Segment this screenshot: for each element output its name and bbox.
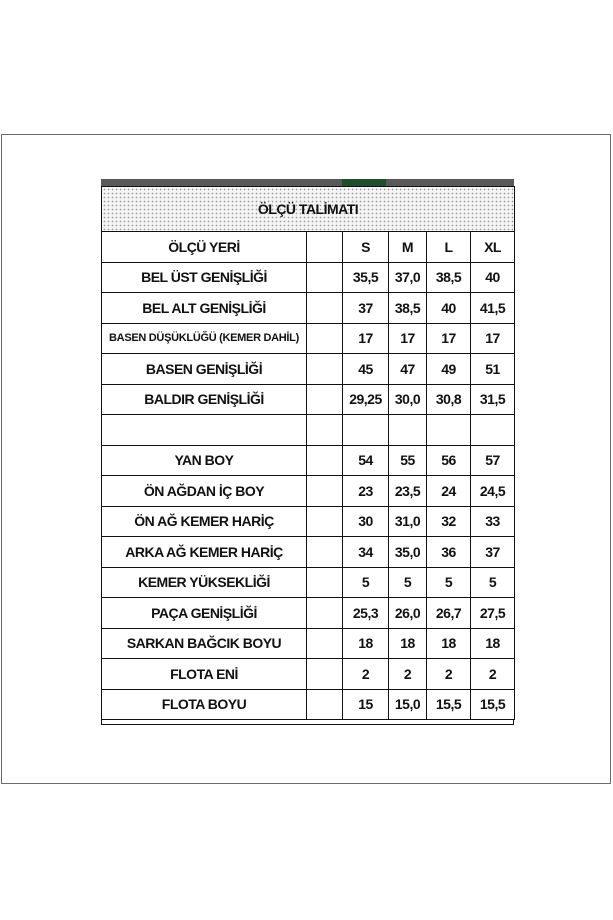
measurement-label: YAN BOY bbox=[102, 445, 307, 476]
value-cell-xl: 5 bbox=[471, 567, 515, 598]
title-row bbox=[102, 187, 515, 232]
value-cell-l: 38,5 bbox=[427, 262, 471, 293]
table-bottom-edge bbox=[101, 720, 514, 725]
value-cell-l: 49 bbox=[427, 354, 471, 385]
value-cell-xl: 24,5 bbox=[471, 476, 515, 507]
table-row bbox=[102, 567, 515, 598]
measurement-label: BALDIR GENİŞLİĞİ bbox=[102, 384, 307, 415]
spacer-cell bbox=[307, 354, 343, 385]
table-row bbox=[102, 384, 515, 415]
size-chart-table bbox=[101, 186, 515, 720]
value-cell-m: 15,0 bbox=[389, 689, 427, 720]
spacer-cell bbox=[307, 506, 343, 537]
value-cell-s: 23 bbox=[343, 476, 389, 507]
value-cell-l: 15,5 bbox=[427, 689, 471, 720]
value-cell-s: 5 bbox=[343, 567, 389, 598]
size-header-l: L bbox=[427, 232, 471, 263]
value-cell-m: 37,0 bbox=[389, 262, 427, 293]
value-cell-m: 31,0 bbox=[389, 506, 427, 537]
measurement-label: ÖN AĞ KEMER HARİÇ bbox=[102, 506, 307, 537]
value-cell-l: 26,7 bbox=[427, 598, 471, 629]
table-row bbox=[102, 689, 515, 720]
value-cell-s: 29,25 bbox=[343, 384, 389, 415]
value-cell-s: 30 bbox=[343, 506, 389, 537]
value-cell-m: 47 bbox=[389, 354, 427, 385]
table-row bbox=[102, 628, 515, 659]
value-cell-l: 40 bbox=[427, 293, 471, 324]
value-cell-l bbox=[427, 415, 471, 446]
value-cell-l: 24 bbox=[427, 476, 471, 507]
value-cell-m: 38,5 bbox=[389, 293, 427, 324]
value-cell-s: 18 bbox=[343, 628, 389, 659]
value-cell-s: 25,3 bbox=[343, 598, 389, 629]
table-row bbox=[102, 537, 515, 568]
value-cell-xl: 2 bbox=[471, 659, 515, 690]
value-cell-xl: 17 bbox=[471, 323, 515, 354]
measurement-label: KEMER YÜKSEKLİĞİ bbox=[102, 567, 307, 598]
size-chart-sheet bbox=[101, 179, 514, 725]
spacer-cell bbox=[307, 262, 343, 293]
value-cell-m: 23,5 bbox=[389, 476, 427, 507]
spacer-cell bbox=[307, 659, 343, 690]
value-cell-l: 17 bbox=[427, 323, 471, 354]
size-header-s: S bbox=[343, 232, 389, 263]
measurement-label: BASEN DÜŞÜKLÜĞÜ (KEMER DAHİL) bbox=[102, 323, 307, 354]
table-row bbox=[102, 262, 515, 293]
measurement-label: BEL ALT GENİŞLİĞİ bbox=[102, 293, 307, 324]
value-cell-s: 35,5 bbox=[343, 262, 389, 293]
spacer-cell bbox=[307, 628, 343, 659]
value-cell-l: 5 bbox=[427, 567, 471, 598]
value-cell-s: 54 bbox=[343, 445, 389, 476]
spacer-cell bbox=[307, 689, 343, 720]
measurement-label: BASEN GENİŞLİĞİ bbox=[102, 354, 307, 385]
value-cell-xl: 18 bbox=[471, 628, 515, 659]
selected-column-marker bbox=[342, 179, 386, 186]
spacer-cell bbox=[307, 537, 343, 568]
value-cell-xl: 15,5 bbox=[471, 689, 515, 720]
spacer-cell bbox=[307, 232, 343, 263]
measurement-label: PAÇA GENİŞLİĞİ bbox=[102, 598, 307, 629]
value-cell-xl bbox=[471, 415, 515, 446]
value-cell-s: 34 bbox=[343, 537, 389, 568]
value-cell-m: 30,0 bbox=[389, 384, 427, 415]
value-cell-xl: 33 bbox=[471, 506, 515, 537]
value-cell-s: 2 bbox=[343, 659, 389, 690]
value-cell-xl: 37 bbox=[471, 537, 515, 568]
value-cell-m bbox=[389, 415, 427, 446]
value-cell-m: 5 bbox=[389, 567, 427, 598]
measurement-label: ARKA AĞ KEMER HARİÇ bbox=[102, 537, 307, 568]
measurement-label bbox=[102, 415, 307, 446]
value-cell-s: 17 bbox=[343, 323, 389, 354]
value-cell-l: 32 bbox=[427, 506, 471, 537]
table-row bbox=[102, 476, 515, 507]
value-cell-xl: 57 bbox=[471, 445, 515, 476]
table-row bbox=[102, 293, 515, 324]
value-cell-l: 36 bbox=[427, 537, 471, 568]
header-label: ÖLÇÜ YERİ bbox=[102, 232, 307, 263]
value-cell-s bbox=[343, 415, 389, 446]
spreadsheet-column-header-strip bbox=[101, 179, 514, 186]
value-cell-xl: 27,5 bbox=[471, 598, 515, 629]
size-header-xl: XL bbox=[471, 232, 515, 263]
table-row bbox=[102, 445, 515, 476]
size-header-m: M bbox=[389, 232, 427, 263]
spacer-cell bbox=[307, 293, 343, 324]
table-row bbox=[102, 659, 515, 690]
value-cell-m: 18 bbox=[389, 628, 427, 659]
spacer-cell bbox=[307, 445, 343, 476]
measurement-label: BEL ÜST GENİŞLİĞİ bbox=[102, 262, 307, 293]
header-row bbox=[102, 232, 515, 263]
spacer-cell bbox=[307, 567, 343, 598]
spacer-cell bbox=[307, 323, 343, 354]
value-cell-s: 15 bbox=[343, 689, 389, 720]
measurement-label: FLOTA BOYU bbox=[102, 689, 307, 720]
measurement-label: ÖN AĞDAN İÇ BOY bbox=[102, 476, 307, 507]
measurement-label: FLOTA ENİ bbox=[102, 659, 307, 690]
value-cell-m: 2 bbox=[389, 659, 427, 690]
measurement-label: SARKAN BAĞCIK BOYU bbox=[102, 628, 307, 659]
value-cell-l: 30,8 bbox=[427, 384, 471, 415]
chart-title: ÖLÇÜ TALİMATI bbox=[102, 187, 515, 232]
table-row bbox=[102, 323, 515, 354]
value-cell-m: 35,0 bbox=[389, 537, 427, 568]
table-row bbox=[102, 415, 515, 446]
table-row bbox=[102, 354, 515, 385]
value-cell-l: 18 bbox=[427, 628, 471, 659]
value-cell-l: 2 bbox=[427, 659, 471, 690]
spacer-cell bbox=[307, 384, 343, 415]
value-cell-xl: 41,5 bbox=[471, 293, 515, 324]
value-cell-m: 26,0 bbox=[389, 598, 427, 629]
spacer-cell bbox=[307, 476, 343, 507]
value-cell-xl: 51 bbox=[471, 354, 515, 385]
table-row bbox=[102, 506, 515, 537]
spacer-cell bbox=[307, 598, 343, 629]
table-row bbox=[102, 598, 515, 629]
value-cell-m: 55 bbox=[389, 445, 427, 476]
spacer-cell bbox=[307, 415, 343, 446]
value-cell-s: 45 bbox=[343, 354, 389, 385]
value-cell-xl: 31,5 bbox=[471, 384, 515, 415]
value-cell-xl: 40 bbox=[471, 262, 515, 293]
value-cell-m: 17 bbox=[389, 323, 427, 354]
value-cell-s: 37 bbox=[343, 293, 389, 324]
value-cell-l: 56 bbox=[427, 445, 471, 476]
